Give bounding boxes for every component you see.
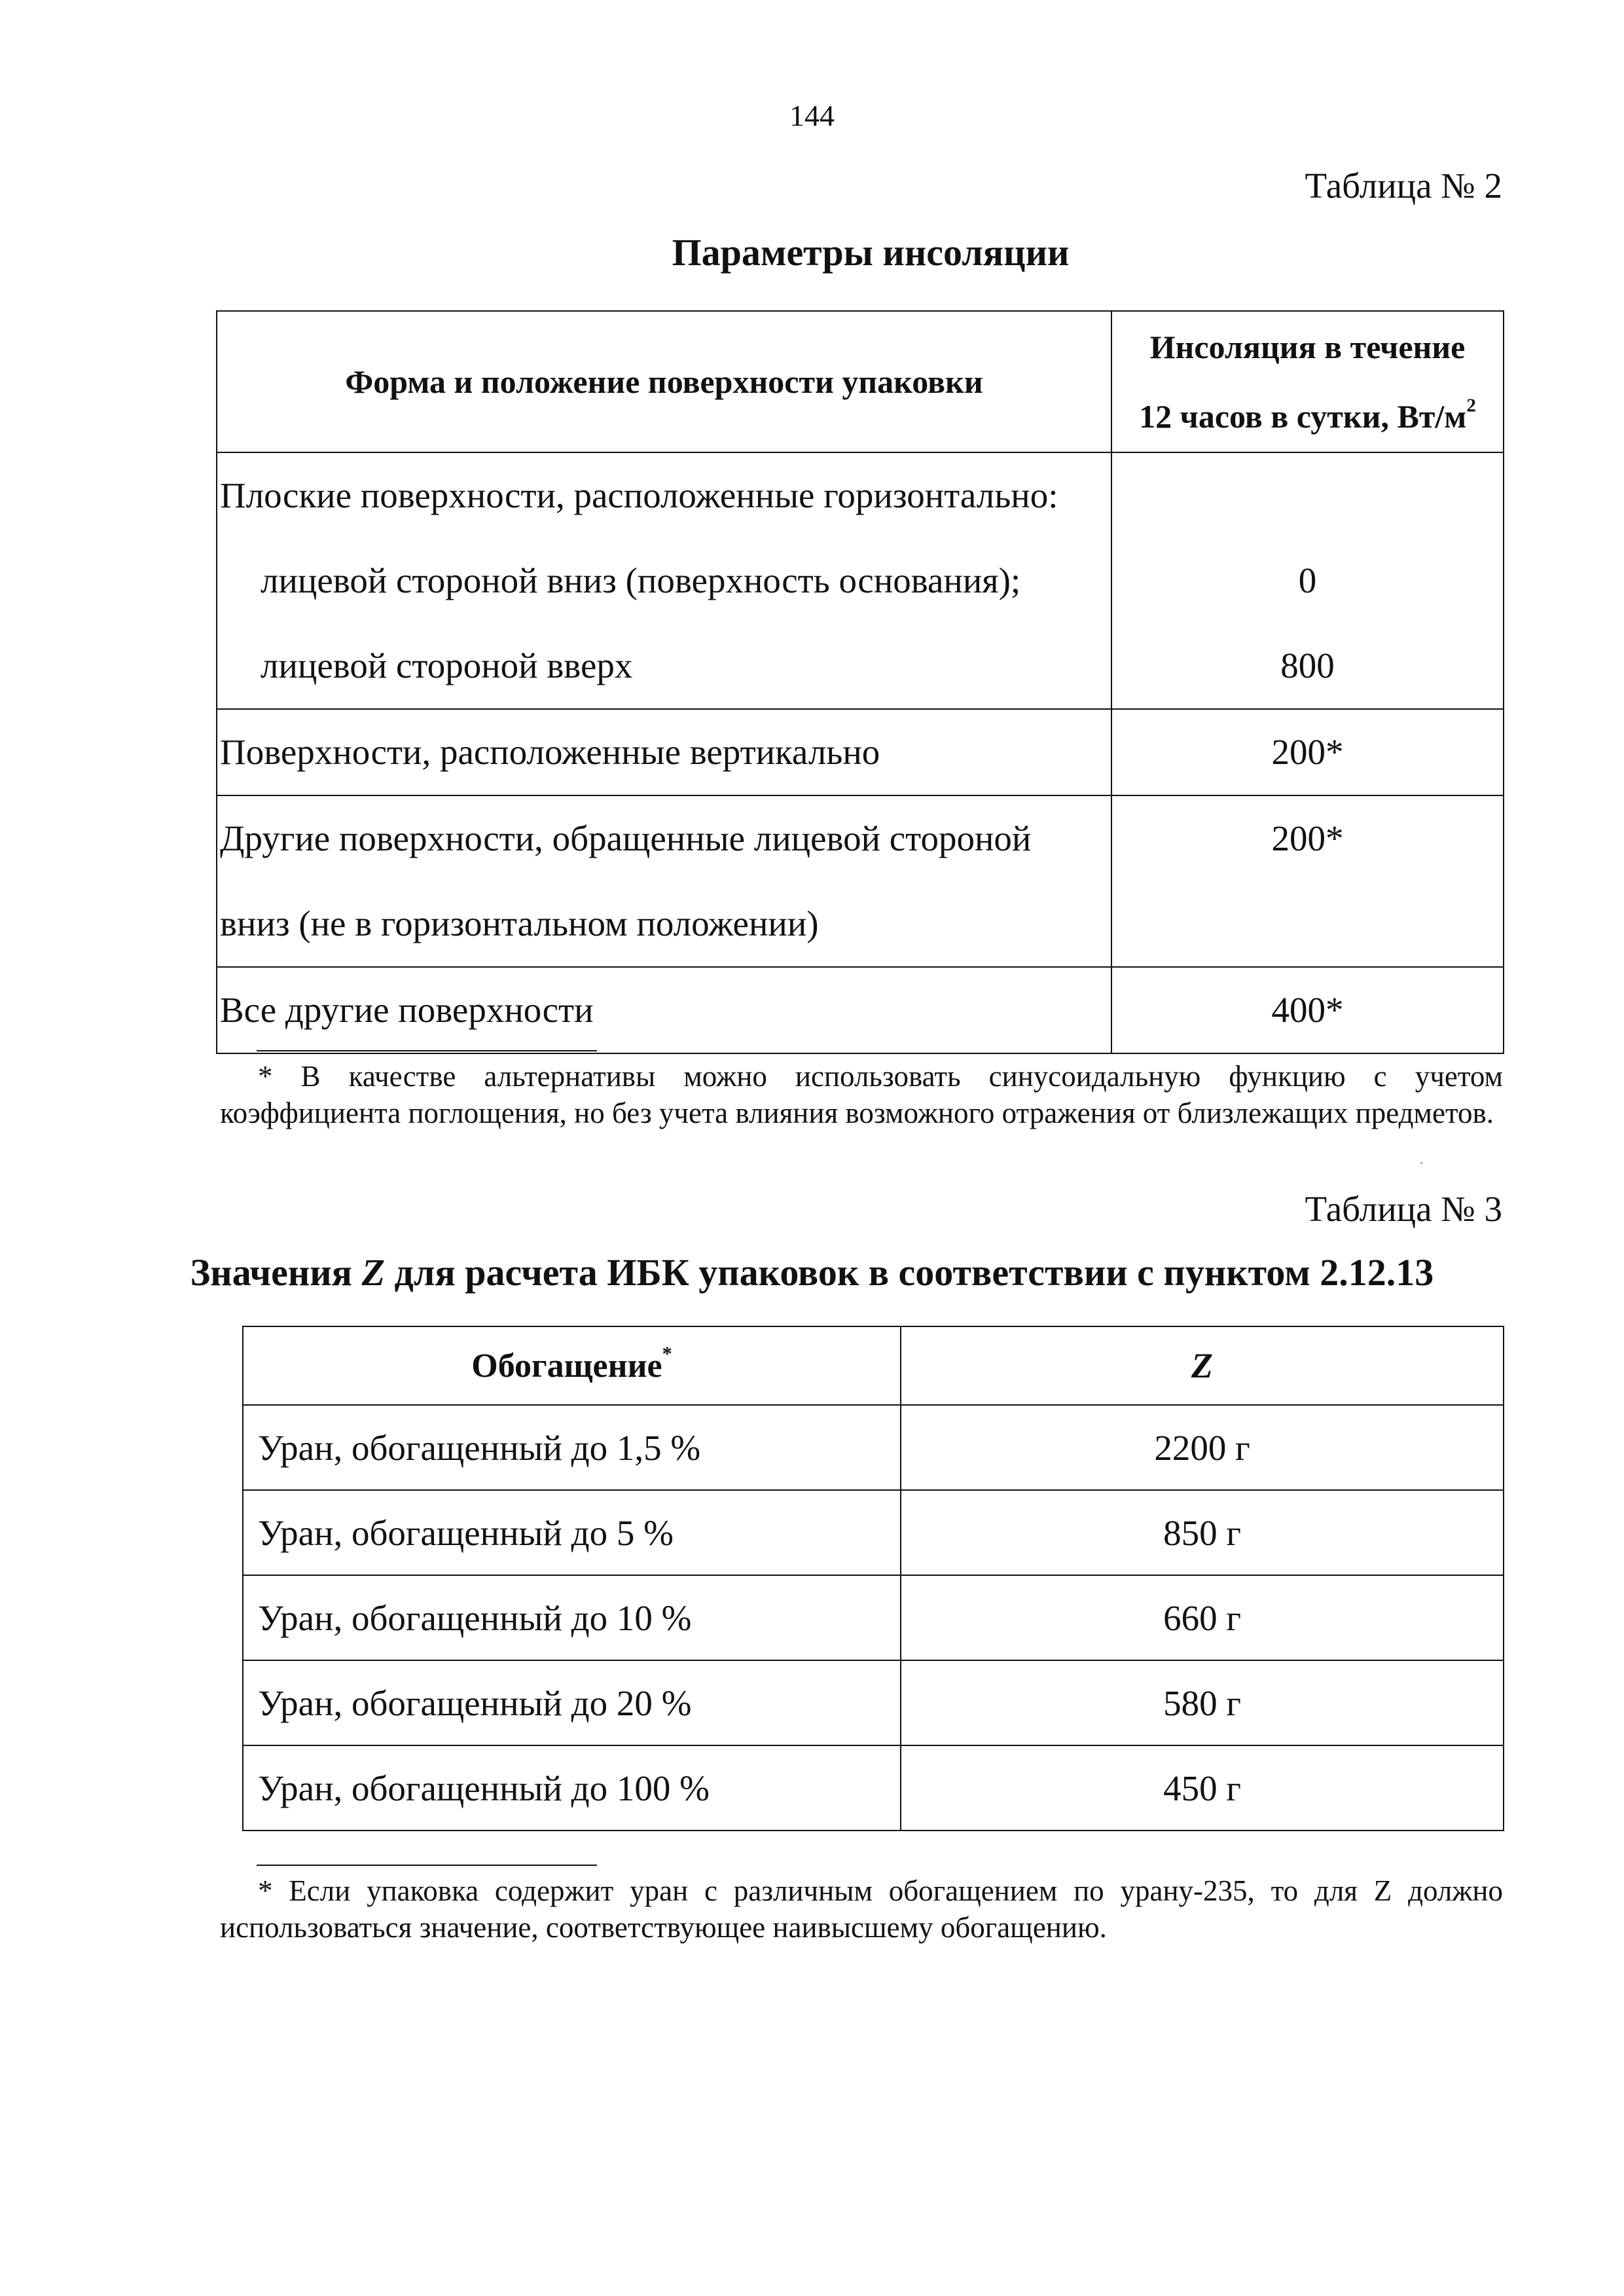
table-3-title [0,1250,1624,1294]
table-row [217,452,1504,709]
row-description [217,967,1111,1053]
row-value-line: 800 [1280,646,1335,685]
scan-speck [1420,1162,1422,1164]
row-description [217,452,1111,709]
table-2-title: Параметры инсоляции [672,231,1070,274]
z-cell: 580 г [901,1660,1504,1745]
row-value: 200* [1111,709,1504,795]
table-3-footnote: * Если упаковка содержит уран с различным обогащением по урану-235, то для Z должно использоваться значение, соответствующее наивысшему обогащению. [220,1874,1503,1944]
header-z [901,1326,1504,1405]
row-value-line [1112,453,1503,538]
header-surface-form: Форма и положение поверхности упаковки [217,311,1111,452]
header-enrichment-sup: * [662,1341,672,1364]
table-3-label: Таблица № 3 [1305,1189,1502,1229]
table-row [217,709,1504,795]
enrichment-cell: Уран, обогащенный до 10 % [243,1575,901,1660]
enrichment-cell: Уран, обогащенный до 100 % [243,1745,901,1831]
row-line: Поверхности, расположенные вертикально [220,732,880,772]
table-header-row [243,1326,1504,1405]
page-number: 144 [789,99,835,132]
header-z-label: Z [1191,1346,1213,1385]
row-line: вниз (не в горизонтальном положении) [220,903,819,943]
header-insolation-line1: Инсоляция в течение [1149,329,1466,365]
row-value-line: 200* [1271,818,1344,858]
footnote-divider [257,1050,597,1051]
header-enrichment [243,1326,901,1405]
enrichment-cell: Уран, обогащенный до 1,5 % [243,1405,901,1490]
table-2-footnote: * В качестве альтернативы можно использовать синусоидальную функцию с учетом коэффициента поглощения, но без учета влияния возможного отражения от близлежащих предметов. [220,1060,1503,1129]
table-3-title-z: Z [361,1251,385,1294]
row-value [1111,452,1504,709]
table-row [217,795,1504,967]
enrichment-cell: Уран, обогащенный до 20 % [243,1660,901,1745]
row-description [217,795,1111,967]
z-cell: 2200 г [901,1405,1504,1490]
row-line: Плоские поверхности, расположенные горизонтально: [220,475,1058,515]
table-3-title-part2: для расчета ИБК упаковок в соответствии с пунктом 2.12.13 [385,1251,1434,1294]
row-value [1111,795,1504,967]
table-row [243,1575,1504,1660]
row-value-line: 0 [1298,560,1317,600]
row-line: Все другие поверхности [220,990,594,1030]
header-insolation-sup: 2 [1466,395,1476,416]
table-3-title-part1: Значения [190,1251,362,1294]
row-value: 400* [1111,967,1504,1053]
row-line: лицевой стороной вниз (поверхность основания); [261,560,1021,600]
enrichment-cell: Уран, обогащенный до 5 % [243,1490,901,1575]
table-header-row [217,311,1504,452]
insolation-table [216,310,1504,1054]
table-row [243,1660,1504,1745]
header-insolation-line2: 12 часов в сутки, Вт/м [1139,398,1467,435]
row-line: Другие поверхности, обращенные лицевой стороной [220,818,1032,858]
footnote-divider [257,1865,597,1866]
row-line: лицевой стороной вверх [261,646,633,685]
header-insolation [1111,311,1504,452]
z-cell: 450 г [901,1745,1504,1831]
table-row [243,1490,1504,1575]
header-enrichment-label: Обогащение [471,1347,662,1385]
row-description [217,709,1111,795]
table-row [217,967,1504,1053]
z-values-table [242,1326,1504,1831]
z-cell: 660 г [901,1575,1504,1660]
table-2-label: Таблица № 2 [1305,166,1502,206]
table-row [243,1745,1504,1831]
table-row [243,1405,1504,1490]
z-cell: 850 г [901,1490,1504,1575]
